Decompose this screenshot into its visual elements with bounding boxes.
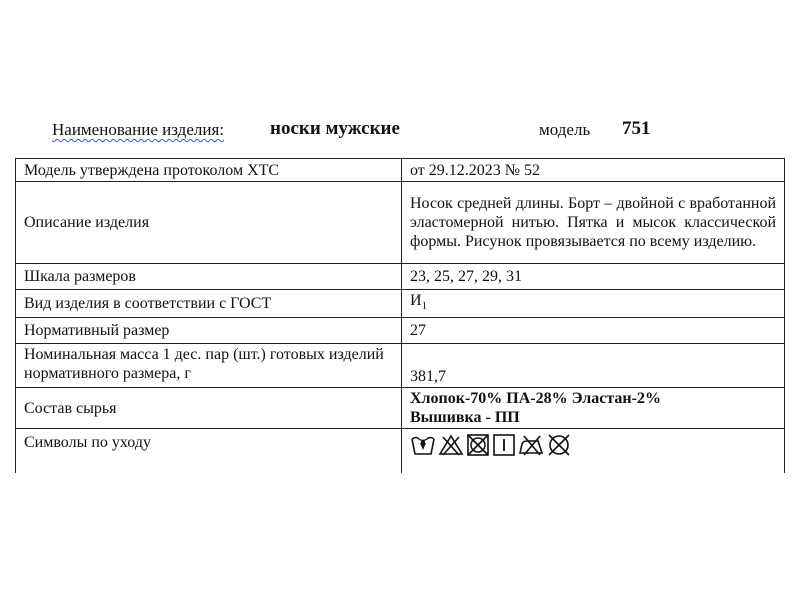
table-row [16, 264, 785, 290]
no-dry-clean-icon [546, 432, 572, 458]
table-row [16, 388, 785, 429]
wash-30-icon [410, 433, 436, 457]
table-row [16, 182, 785, 264]
description-value: Носок средней длины. Борт – двойной с вработанной эластомерной нитью. Пятка и мысок классической формы. Рисунок провязывается по всему изделию. [402, 182, 785, 264]
row-label: Номинальная масса 1 дес. пар (шт.) готовых изделий нормативного размера, г [16, 344, 402, 388]
gost-type-index: 1 [421, 300, 428, 313]
row-value: от 29.12.2023 № 52 [402, 159, 785, 182]
spec-table [15, 158, 785, 473]
composition-value [402, 388, 785, 429]
gost-type-value [402, 290, 785, 318]
table-row [16, 159, 785, 182]
composition-line: Хлопок-70% ПА-28% Эластан-2% [410, 390, 661, 408]
row-label: Вид изделия в соответствии с ГОСТ [16, 290, 402, 318]
size-scale-value: 23, 25, 27, 29, 31 [402, 264, 785, 290]
model-number: 751 [622, 118, 651, 139]
product-name-label: Наименование изделия: [52, 120, 224, 139]
row-label: Нормативный размер [16, 318, 402, 344]
no-tumble-dry-icon [466, 433, 490, 457]
table-row [16, 290, 785, 318]
document-title [52, 120, 752, 146]
composition-line: Вышивка - ПП [410, 409, 520, 427]
table-row [16, 318, 785, 344]
row-label: Символы по уходу [16, 429, 402, 473]
care-symbols [402, 429, 785, 473]
table-row [16, 429, 785, 473]
mass-value: 381,7 [402, 344, 785, 388]
no-bleach-icon [438, 433, 464, 457]
gost-type-letter: И [410, 292, 422, 309]
product-name: носки мужские [270, 118, 400, 139]
row-label: Состав сырья [16, 388, 402, 429]
row-label: Модель утверждена протоколом ХТС [16, 159, 402, 182]
row-label: Шкала размеров [16, 264, 402, 290]
normative-size-value: 27 [402, 318, 785, 344]
line-dry-icon [492, 433, 516, 457]
iron-low-icon [518, 433, 544, 457]
row-label: Описание изделия [16, 182, 402, 264]
table-row [16, 344, 785, 388]
model-label: модель [539, 120, 591, 139]
